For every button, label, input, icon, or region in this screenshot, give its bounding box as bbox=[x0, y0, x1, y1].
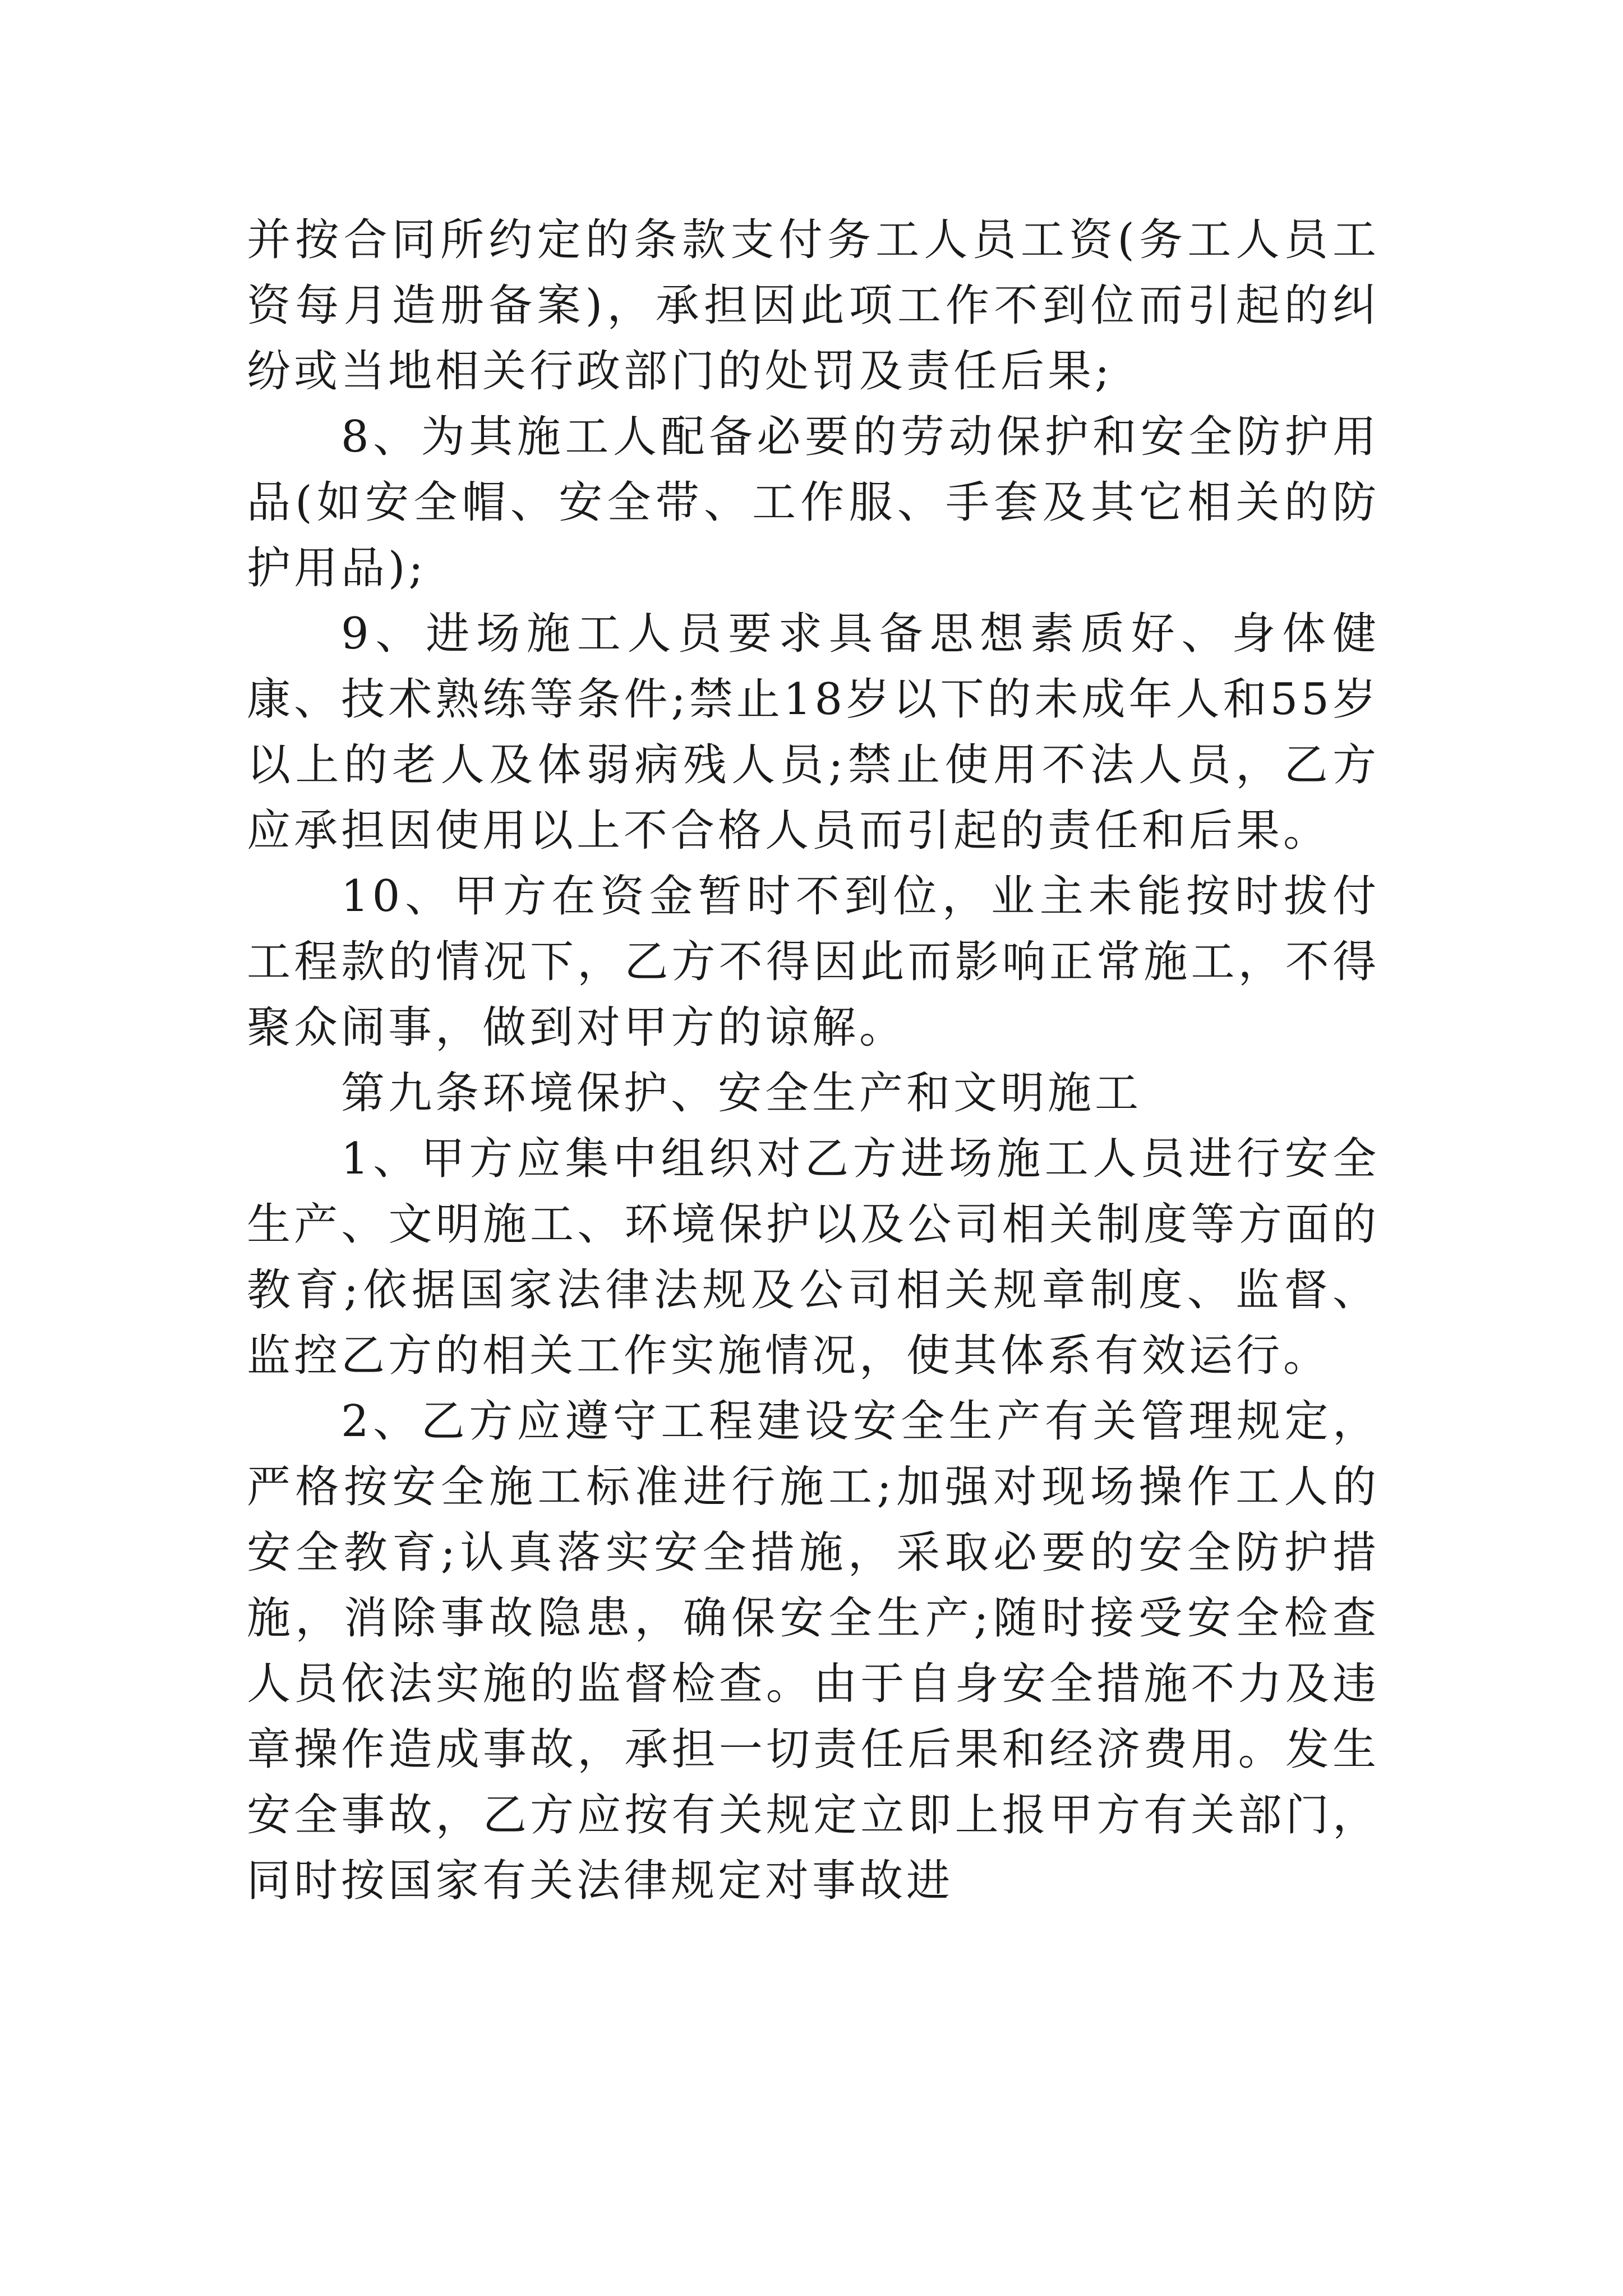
paragraph-item-10: 10、甲方在资金暂时不到位，业主未能按时拔付工程款的情况下，乙方不得因此而影响正常施工，不得聚众闹事，做到对甲方的谅解。 bbox=[247, 871, 1380, 1053]
section-heading-article-9: 第九条环境保护、安全生产和文明施工 bbox=[341, 1068, 1142, 1119]
document-body bbox=[247, 208, 1380, 1914]
paragraph-item-9: 9、进场施工人员要求具备思想素质好、身体健康、技术熟练等条件;禁止18岁以下的未成年人和55岁以上的老人及体弱病残人员;禁止使用不法人员，乙方应承担因使用以上不合格人员而引起的责任和后果。 bbox=[247, 609, 1380, 856]
paragraph-article-9-item-2: 2、乙方应遵守工程建设安全生产有关管理规定，严格按安全施工标准进行施工;加强对现场操作工人的安全教育;认真落实安全措施，采取必要的安全防护措施，消除事故隐患，确保安全生产;随时接受安全检查人员依法实施的监督检查。由于自身安全措施不力及违章操作造成事故，承担一切责任后果和经济费用。发生安全事故，乙方应按有关规定立即上报甲方有关部门，同时按国家有关法律规定对事故进 bbox=[247, 1396, 1380, 1906]
paragraph-article-9-item-1: 1、甲方应集中组织对乙方进场施工人员进行安全生产、文明施工、环境保护以及公司相关制度等方面的教育;依据国家法律法规及公司相关规章制度、监督、监控乙方的相关工作实施情况，使其体系有效运行。 bbox=[247, 1134, 1380, 1381]
paragraph-wage-payment: 并按合同所约定的条款支付务工人员工资(务工人员工资每月造册备案)，承担因此项工作不到位而引起的纠纷或当地相关行政部门的处罚及责任后果; bbox=[247, 215, 1380, 397]
paragraph-item-8: 8、为其施工人配备必要的劳动保护和安全防护用品(如安全帽、安全带、工作服、手套及其它相关的防护用品); bbox=[247, 412, 1380, 593]
